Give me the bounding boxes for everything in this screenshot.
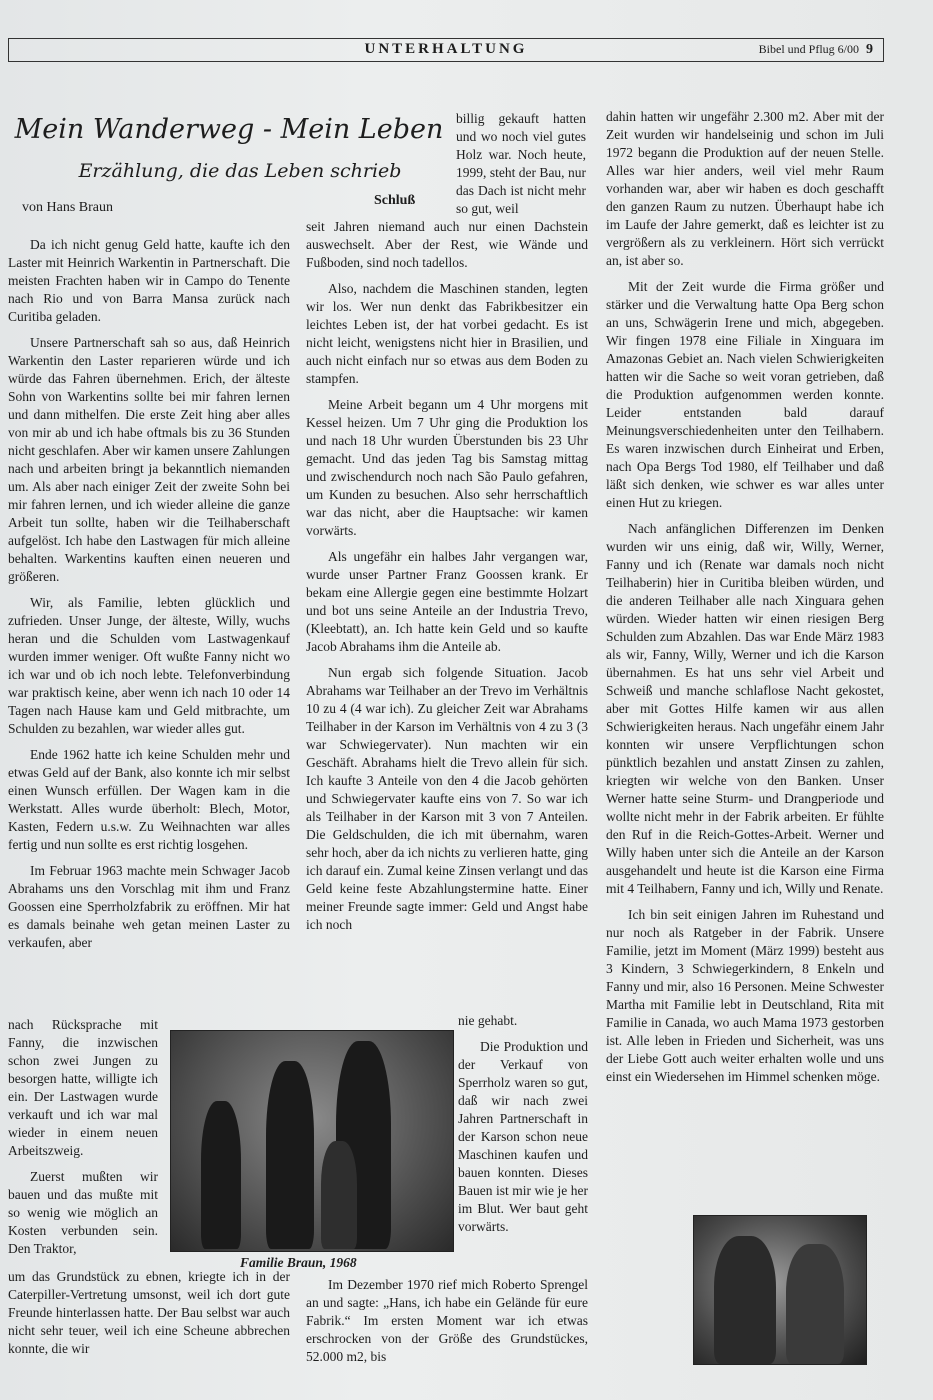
publication-name: Bibel und Pflug 6/00 [758,42,859,56]
paragraph: um das Grundstück zu ebnen, kriegte ich in der Caterpiller-Vertretung umsonst, weil ich dort gute Freunde hinterlassen hatte. Der Bau selbst war auch nicht sehr teuer, weil ich eine Scheune abbrechen konnte, die wir [8,1269,290,1356]
paragraph: Da ich nicht genug Geld hatte, kaufte ich den Laster mit Heinrich Warkentin in Partnerschaft. Die meisten Frachten haben wir in Campo do Tenente nach Rio und von Barra Mansa zurück nach Curitiba geladen. [8,237,290,324]
paragraph: Als ungefähr ein halbes Jahr vergangen war, wurde unser Partner Franz Goossen krank. Er bekam eine Allergie gegen eine bestimmte Holzart und bot uns seine Anteile an der Industria Trevo, (Kleebtatt), an. Ich hatte kein Geld und so kaufte Jacob Abrahams ihm die Anteile ab. [306,549,588,654]
paragraph: nach Rücksprache mit Fanny, die inzwischen schon zwei Jungen zu besorgen hatte, willigte ich ein. Der Lastwagen wurde verkauft und ich war mal wieder in einem neuen Arbeitszweig. [8,1017,158,1158]
paragraph: Zuerst mußten wir bauen und das mußte mit so wenig wie möglich an Kosten verbunden sein. Den Traktor, [8,1169,158,1256]
article-subtitle: Erzählung, die das Leben schrieb [78,160,402,182]
paragraph: Die Produktion und der Verkauf von Sperrholz waren so gut, daß wir nach zwei Jahren Partnerschaft in der Karson schon neue Maschinen kaufen und bauen konnten. Dieses Bauen ist mir wie je her im Blut. Wer baut geht vorwärts. [458,1039,588,1234]
continuation-label: Schluß [374,193,416,208]
page-header [8,38,884,62]
page-number: 9 [866,42,873,57]
paragraph: dahin hatten wir ungefähr 2.300 m2. Aber mit der Zeit wurden wir handelseinig und schon im Juli 1972 begann die Produktion auf der neuen Stelle. Alles war hier anders, weil viel mehr Raum vorhanden war, aber wir haben es doch geschafft den ganzen Raum zu nutzen. Überhaupt habe ich im Laufe der Jahre gemerkt, daß es leichter ist zu vergrößern als zu verkleinern. Hört sich verrückt an, ist aber so. [606,109,884,268]
paragraph: Im Dezember 1970 rief mich Roberto Sprengel an und sagte: „Hans, ich habe ein Gelände für eure Fabrik.“ Im ersten Moment war ich etwas erschrocken von der Größe des Grundstückes, 52.000 m2, bis [306,1277,588,1364]
column-1-lower [8,1016,158,1266]
column-2-bottom [306,1276,588,1374]
paragraph: Mit der Zeit wurde die Firma größer und stärker und die Verwaltung hatte Opa Berg schon an uns, Schwägerin Irene und mich, abgegeben. Wir fingen 1978 eine Filiale in Xinguara im Amazonas Gebiet an. Nach vielen Schwierigkeiten hatten wir die Sache so weit voran getrieben, daß die Produktion aufgenommen werden konnte. Leider entstanden bald darauf Meinungsverschiedenheiten unter den Teilhabern. Es waren inzwischen durch Einheirat und Erben, nach Opa Bergs Tod 1980, elf Teilhaber und daß läßt sich denken, wie schwer es war alles unter einen Hut zu kriegen. [606,279,884,510]
article-title: Mein Wanderweg - Mein Leben [14,114,444,145]
family-photo [170,1030,454,1252]
column-1 [8,236,290,960]
photo-figure [786,1244,844,1364]
paragraph: Wir, als Familie, lebten glücklich und zufrieden. Unser Junge, der älteste, Willy, wuchs heran und die Schulden vom Lastwagenkauf wurden immer weniger. Oft wußte Fanny nicht wo ich war und ob ich noch lebte. Telefonverbindung war praktisch keine, aber wenn ich nach 10 oder 14 Tagen nach Hause kam und Geld mitbrachte, um Schulden zu bezahlen, war wieder alles gut. [8,595,290,736]
paragraph: Ich bin seit einigen Jahren im Ruhestand und nur noch als Ratgeber in der Fabrik. Unsere Familie, jetzt im Moment (März 1999) besteht aus 3 Kindern, 3 Schwiegerkindern, 8 Enkeln und Fanny und mir, also 16 Personen. Meine Schwester Martha mit Familie lebt in Deutschland, Rita mit Familie in Canada, wo auch Mama 1973 gestorben ist. Alle leben in Frieden und Sicherheit, was uns der Liebe Gott auch weiter erhalten wolle und uns einst ein Wiedersehen im Himmel schenken möge. [606,907,884,1084]
publication-info [759,42,873,58]
column-1-bottom [8,1268,290,1366]
paragraph: nie gehabt. [458,1013,518,1028]
photo-figure [714,1236,776,1364]
column-3 [606,108,884,1094]
couple-photo [693,1215,867,1365]
section-title: UNTERHALTUNG [364,41,528,57]
paragraph: Im Februar 1963 machte mein Schwager Jacob Abrahams uns den Vorschlag mit ihm und Franz Goossen eine Sperrholzfabrik zu eröffnen. Mir hat es damals beinahe weh getan meinen Laster zu verkaufen, aber [8,863,290,950]
column-2-top [456,110,586,226]
photo-figure [266,1061,314,1249]
column-2-right [458,1012,588,1244]
photo-figure [201,1101,241,1249]
paragraph: Also, nachdem die Maschinen standen, legten wir los. Wer nun denkt das Fabrikbesitzer ein leichtes Leben ist, der hat vorbei gedacht. Es ist nicht leicht, wenigstens nicht hier in Brasilien, und auch nicht einfach nur so etwas aus dem Boden zu stampfen. [306,281,588,386]
paragraph: seit Jahren niemand auch nur einen Dachstein auswechselt. Aber der Rest, wie Wände und Fußboden, sind noch tadellos. [306,219,588,270]
photo-caption: Familie Braun, 1968 [240,1255,357,1270]
column-2 [306,218,588,942]
paragraph: Meine Arbeit begann um 4 Uhr morgens mit Kessel heizen. Um 7 Uhr ging die Produktion los und nach 18 Uhr wurden Überstunden bis 23 Uhr gemacht. Und das jeden Tag bis Samstag mittag und zwischendurch noch nach São Paulo gefahren, um Kunden zu besuchen. Also sehr herrschaftlich war das nicht, aber die Hauptsache: wir kamen vorwärts. [306,397,588,538]
paragraph: Unsere Partnerschaft sah so aus, daß Heinrich Warkentin den Laster reparieren würde und ich würde das Fahren übernehmen. Erich, der älteste Sohn von Warkentins sollte bei mir fahren lernen und dann mithelfen. Die erste Zeit hing aber alles von mir ab und ich habe oftmals bis zu 36 Stunden nicht geschlafen. Aber wir kamen unsere Zahlungen nach und arbeiten bringt ja bekanntlich niemanden um. Als aber nach einiger Zeit der zweite Sohn bei mir fahren lernen, und ich wieder alleine die ganze Arbeit tun sollte, haben wir die Teilhaberschaft aufgelöst. Ich habe den Lastwagen für mich alleine behalten. Warkentins kauften einen neueren und größeren. [8,335,290,584]
paragraph: Ende 1962 hatte ich keine Schulden mehr und etwas Geld auf der Bank, also konnte ich mir selbst einen Wunsch erfüllen. Der Wagen kam in die Werkstatt. Alles wurde überholt: Blech, Motor, Kasten, Federn u.s.w. Zu Weihnachten war alles fertig und nun sollte es erst richtig losgehen. [8,747,290,852]
paragraph: billig gekauft hatten und wo noch viel gutes Holz war. Noch heute, 1999, steht der Bau, nur das Dach ist nicht mehr so gut, weil [456,111,586,216]
paragraph: Nun ergab sich folgende Situation. Jacob Abrahams war Teilhaber an der Trevo im Verhältnis 10 zu 4 (4 war ich). Zu gleicher Zeit war Abrahams Teilhaber in der Karson im Verhältnis von 4 zu 3 (3 war Schwiegervater). Nun machten wir ein Geschäft. Abrahams hielt die Trevo allein für sich. Ich kaufte 3 Anteile von den 4 die Jacob gehörten und Schwiegervater kaufte eins von 7. So war ich als Teilhaber in der Karson mit 3 von 7 Anteilen. Die Geldschulden, die ich mit übernahm, waren sehr hoch, aber da ich nichts zu verlieren hatte, ging ich darauf ein. Zumal keine Zinsen verlangt und das Geld keine feste Abzahlungstermine hatte. Einer meiner Freunde sagte immer: Geld und Angst habe ich noch [306,665,588,932]
article-author: von Hans Braun [22,200,113,215]
paragraph: Nach anfänglichen Differenzen im Denken wurden wir uns einig, daß wir, Willy, Werner, Fanny und ich (Renate war damals noch nicht Teilhaberin) hier in Curitiba bleiben würden, und die anderen Teilhaber alle nach Xinguara gehen würden. Wieder hatten wir einen riesigen Berg Schulden zum Abzahlen. Das war Ende März 1983 als wir, Fanny, Willy, Werner und ich die Karson übernahmen. Es hat uns sehr viel Arbeit und Schweiß und manche schlaflose Nacht gekostet, aber mit Gottes Hilfe kamen wir aus allen Schwierigkeiten heraus. Nach ungefähr einem Jahr konnten wir unsere Verpflichtungen schon pünktlich bezahlen und anstatt Zinsen zu zahlen, kriegten wir welche von den Banken. Unser Werner hatte seine Sturm- und Drangperiode und wollte nicht mehr in der Fabrik arbeiten. Er fühlte den Ruf in die Reich-Gottes-Arbeit. Werner und Willy haben unter sich die Anteile an der Karson ausgehandelt und heute ist die Karson eine Firma mit 4 Teilhabern, Fanny und ich, Willy und Renate. [606,521,884,896]
photo-figure [321,1141,357,1249]
